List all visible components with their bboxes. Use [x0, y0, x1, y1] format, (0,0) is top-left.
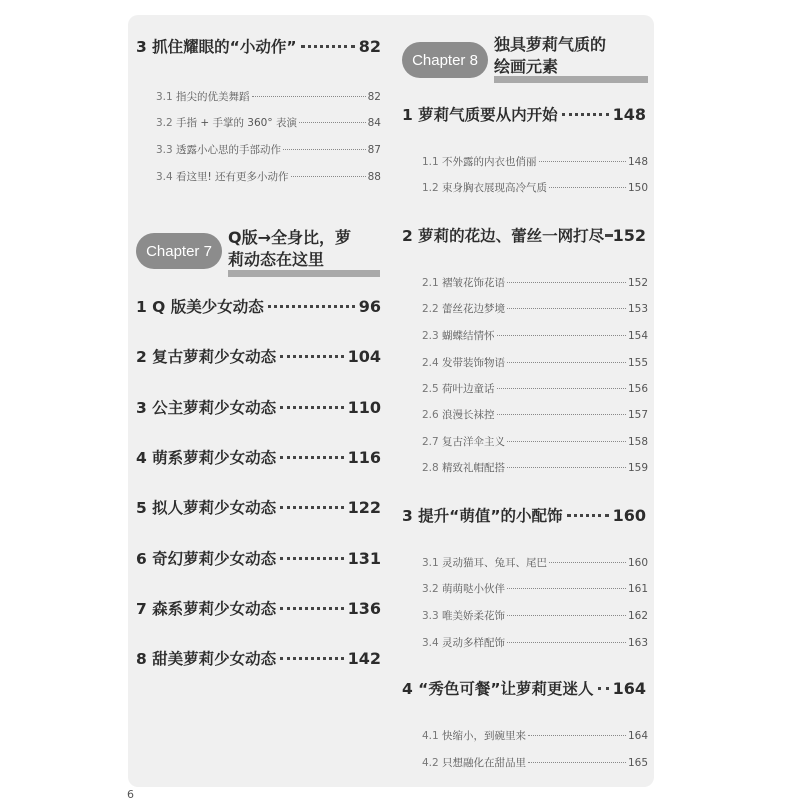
subsection-number: 2.2 [422, 303, 442, 315]
subsection-page-number: 152 [628, 277, 648, 289]
subsection-number: 2.8 [422, 462, 442, 474]
toc-subsection-entry[interactable] [422, 407, 648, 422]
toc-subsection-entry[interactable] [422, 301, 648, 316]
subsection-page-number: 158 [628, 436, 648, 448]
toc-subsection-entry[interactable] [422, 355, 648, 370]
subsection-page-number: 153 [628, 303, 648, 315]
dot-leader [562, 113, 609, 116]
subsection-page-number: 84 [368, 117, 381, 129]
dot-leader [280, 456, 343, 459]
chapter-title [228, 227, 351, 271]
subsection-title: 萌萌哒小伙伴 [442, 581, 505, 596]
subsection-title: 荷叶边童话 [442, 381, 495, 396]
toc-subsection-entry[interactable] [422, 328, 648, 343]
toc-section-entry[interactable] [136, 295, 381, 317]
subsection-title: 蕾丝花边梦境 [442, 301, 505, 316]
subsection-number: 3.3 [422, 610, 442, 622]
subsection-title: 灵动猫耳、兔耳、尾巴 [442, 555, 547, 570]
dot-leader [280, 506, 343, 509]
subsection-page-number: 154 [628, 330, 648, 342]
page-number: 6 [127, 788, 134, 801]
section-page-number: 82 [359, 37, 381, 56]
toc-subsection-entry[interactable] [422, 275, 648, 290]
dot-leader [507, 615, 626, 616]
subsection-number: 3.1 [156, 91, 176, 103]
chapter-badge: Chapter 8 [402, 42, 488, 78]
section-title: 2 萝莉的花边、蕾丝一网打尽 [402, 224, 604, 246]
section-title: 3 提升“萌值”的小配饰 [402, 504, 563, 526]
dot-leader [497, 414, 626, 415]
subsection-number: 2.6 [422, 409, 442, 421]
subsection-page-number: 159 [628, 462, 648, 474]
subsection-number: 2.7 [422, 436, 442, 448]
subsection-page-number: 157 [628, 409, 648, 421]
subsection-page-number: 148 [628, 156, 648, 168]
section-page-number: 110 [348, 398, 381, 417]
subsection-page-number: 82 [368, 91, 381, 103]
subsection-page-number: 165 [628, 757, 648, 769]
section-title: 3 抓住耀眼的“小动作” [136, 35, 297, 57]
subsection-page-number: 87 [368, 144, 381, 156]
dot-leader [507, 642, 626, 643]
section-title: 3 公主萝莉少女动态 [136, 396, 276, 418]
toc-section-entry[interactable] [402, 103, 646, 125]
subsection-page-number: 162 [628, 610, 648, 622]
subsection-page-number: 155 [628, 357, 648, 369]
toc-section-entry[interactable] [136, 345, 381, 367]
toc-subsection-entry[interactable] [156, 115, 381, 130]
chapter-title-underline [494, 76, 648, 83]
subsection-number: 2.3 [422, 330, 442, 342]
subsection-page-number: 160 [628, 557, 648, 569]
chapter-title-line: 独具萝莉气质的 [494, 34, 606, 56]
chapter-badge: Chapter 7 [136, 233, 222, 269]
chapter-title-line: Q版→全身比，萝 [228, 227, 351, 249]
dot-leader [507, 441, 626, 442]
section-page-number: 152 [613, 226, 646, 245]
section-page-number: 96 [359, 297, 381, 316]
dot-leader [507, 362, 626, 363]
section-title: 1 Q 版美少女动态 [136, 295, 264, 317]
subsection-number: 4.2 [422, 757, 442, 769]
dot-leader [539, 161, 626, 162]
toc-section-entry[interactable] [136, 647, 381, 669]
subsection-title: 复古洋伞主义 [442, 434, 505, 449]
section-page-number: 104 [348, 347, 381, 366]
subsection-page-number: 161 [628, 583, 648, 595]
toc-subsection-entry[interactable] [156, 142, 381, 157]
toc-subsection-entry[interactable] [422, 635, 648, 650]
subsection-page-number: 88 [368, 171, 381, 183]
dot-leader [268, 305, 355, 308]
toc-subsection-entry[interactable] [422, 755, 648, 770]
dot-leader [280, 355, 343, 358]
toc-section-entry[interactable] [136, 547, 381, 569]
toc-section-entry[interactable] [136, 597, 381, 619]
section-page-number: 136 [348, 599, 381, 618]
toc-section-entry[interactable] [402, 224, 646, 246]
dot-leader [252, 96, 366, 97]
toc-subsection-entry[interactable] [156, 169, 381, 184]
dot-leader [507, 588, 626, 589]
toc-subsection-entry[interactable] [422, 460, 648, 475]
section-title: 8 甜美萝莉少女动态 [136, 647, 276, 669]
toc-subsection-entry[interactable] [156, 89, 381, 104]
subsection-number: 3.2 [156, 117, 176, 129]
subsection-page-number: 156 [628, 383, 648, 395]
toc-subsection-entry[interactable] [422, 608, 648, 623]
dot-leader [507, 467, 626, 468]
section-title: 5 拟人萝莉少女动态 [136, 496, 276, 518]
dot-leader [549, 187, 626, 188]
subsection-title: 灵动多样配饰 [442, 635, 505, 650]
toc-section-entry[interactable] [136, 35, 381, 57]
section-title: 4 “秀色可餐”让萝莉更迷人 [402, 677, 594, 699]
toc-page [128, 15, 654, 787]
subsection-number: 3.2 [422, 583, 442, 595]
section-title: 2 复古萝莉少女动态 [136, 345, 276, 367]
subsection-number: 3.4 [156, 171, 176, 183]
subsection-title: 手指 + 手掌的 360° 表演 [176, 115, 297, 130]
section-title: 7 森系萝莉少女动态 [136, 597, 276, 619]
subsection-number: 3.3 [156, 144, 176, 156]
dot-leader [567, 514, 609, 517]
section-title: 6 奇幻萝莉少女动态 [136, 547, 276, 569]
subsection-title: 浪漫长袜控 [442, 407, 495, 422]
dot-leader [528, 762, 626, 763]
subsection-title: 唯美娇柔花饰 [442, 608, 505, 623]
subsection-title: 发带装饰物语 [442, 355, 505, 370]
chapter-title-line: 绘画元素 [494, 56, 606, 78]
section-title: 4 萌系萝莉少女动态 [136, 446, 276, 468]
toc-subsection-entry[interactable] [422, 381, 648, 396]
subsection-number: 3.1 [422, 557, 442, 569]
dot-leader [598, 687, 609, 690]
toc-section-entry[interactable] [402, 677, 646, 699]
subsection-title: 快缩小，到碗里来 [442, 728, 526, 743]
dot-leader [283, 149, 366, 150]
chapter-title [494, 34, 606, 78]
subsection-title: 褶皱花饰花语 [442, 275, 505, 290]
section-page-number: 164 [613, 679, 646, 698]
section-page-number: 142 [348, 649, 381, 668]
dot-leader [549, 562, 626, 563]
toc-subsection-entry[interactable] [422, 180, 648, 195]
subsection-number: 4.1 [422, 730, 442, 742]
toc-section-entry[interactable] [136, 396, 381, 418]
toc-section-entry[interactable] [402, 504, 646, 526]
toc-subsection-entry[interactable] [422, 728, 648, 743]
subsection-number: 3.4 [422, 637, 442, 649]
subsection-number: 2.1 [422, 277, 442, 289]
dot-leader [507, 308, 626, 309]
section-page-number: 148 [613, 105, 646, 124]
dot-leader [301, 45, 355, 48]
section-page-number: 160 [613, 506, 646, 525]
dot-leader [299, 122, 366, 123]
subsection-title: 指尖的优美舞蹈 [176, 89, 250, 104]
toc-subsection-entry[interactable] [422, 434, 648, 449]
toc-subsection-entry[interactable] [422, 555, 648, 570]
dot-leader [280, 657, 343, 660]
subsection-number: 2.4 [422, 357, 442, 369]
section-page-number: 131 [348, 549, 381, 568]
chapter-title-underline [228, 270, 380, 277]
subsection-title: 不外露的内衣也俏丽 [442, 154, 537, 169]
section-title: 1 萝莉气质要从内开始 [402, 103, 558, 125]
subsection-title: 蝴蝶结情怀 [442, 328, 495, 343]
dot-leader [280, 607, 343, 610]
section-page-number: 116 [348, 448, 381, 467]
toc-section-entry[interactable] [136, 446, 381, 468]
toc-subsection-entry[interactable] [422, 154, 648, 169]
dot-leader [497, 388, 626, 389]
section-page-number: 122 [348, 498, 381, 517]
subsection-number: 1.2 [422, 182, 442, 194]
dot-leader [291, 176, 366, 177]
toc-section-entry[interactable] [136, 496, 381, 518]
subsection-title: 束身胸衣展现高冷气质 [442, 180, 547, 195]
subsection-number: 2.5 [422, 383, 442, 395]
subsection-number: 1.1 [422, 156, 442, 168]
subsection-title: 看这里! 还有更多小动作 [176, 169, 289, 184]
subsection-page-number: 163 [628, 637, 648, 649]
subsection-title: 只想融化在甜品里 [442, 755, 526, 770]
dot-leader [528, 735, 626, 736]
subsection-page-number: 150 [628, 182, 648, 194]
toc-subsection-entry[interactable] [422, 581, 648, 596]
dot-leader [507, 282, 626, 283]
subsection-title: 精致礼帽配搭 [442, 460, 505, 475]
dot-leader [280, 557, 343, 560]
subsection-page-number: 164 [628, 730, 648, 742]
dot-leader [280, 406, 343, 409]
chapter-title-line: 莉动态在这里 [228, 249, 351, 271]
dot-leader [497, 335, 626, 336]
subsection-title: 透露小心思的手部动作 [176, 142, 281, 157]
